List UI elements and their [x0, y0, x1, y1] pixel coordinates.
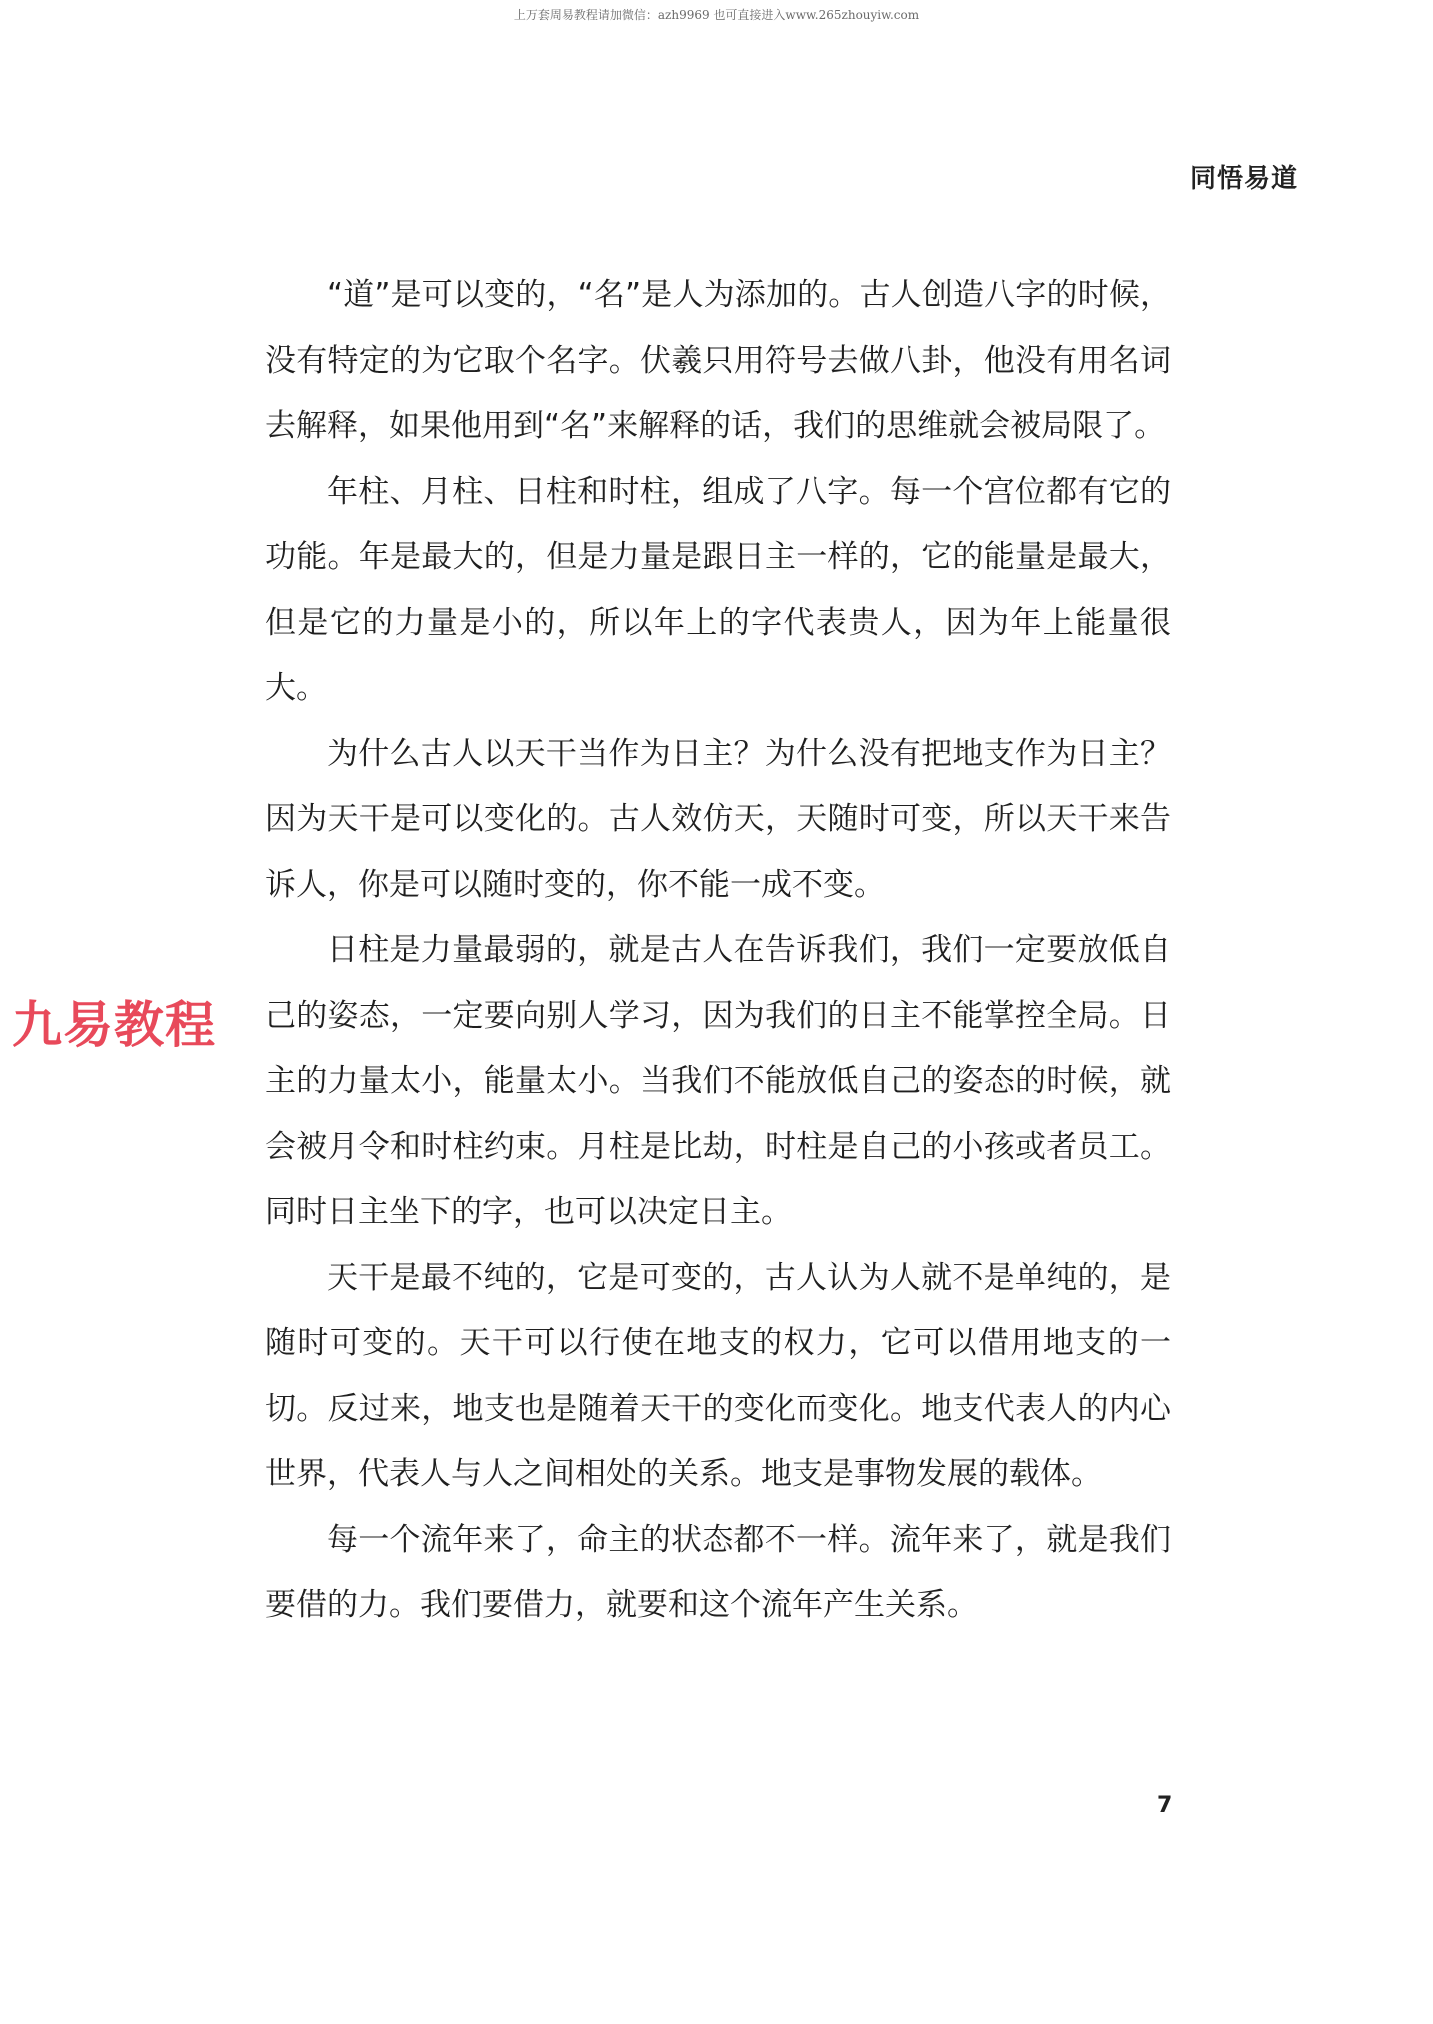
page-number: 7: [1157, 1793, 1173, 1818]
paragraph-6: 每一个流年来了，命主的状态都不一样。流年来了，就是我们要借的力。我们要借力，就要和这个流年产生关系。: [265, 1521, 1171, 1623]
paragraph-5: 天干是最不纯的，它是可变的，古人认为人就不是单纯的，是随时可变的。天干可以行使在地支的权力，它可以借用地支的一切。反过来，地支也是随着天干的变化而变化。地支代表人的内心世界，代表人与人之间相处的关系。地支是事物发展的载体。: [265, 1259, 1171, 1492]
paragraph-1: “道”是可以变的，“名”是人为添加的。古人创造八字的时候，没有特定的为它取个名字。伏羲只用符号去做八卦，他没有用名词去解释，如果他用到“名”来解释的话，我们的思维就会被局限了。: [265, 277, 1171, 444]
paragraph-2: 年柱、月柱、日柱和时柱，组成了八字。每一个宫位都有它的功能。年是最大的，但是力量是跟日主一样的，它的能量是最大，但是它的力量是小的，所以年上的字代表贵人，因为年上能量很大。: [265, 473, 1171, 706]
top-banner: 上万套周易教程请加微信：azh9969 也可直接进入www.265zhouyiw.com: [513, 8, 920, 22]
watermark: 九易教程: [12, 996, 216, 1054]
paragraph-4: 日柱是力量最弱的，就是古人在告诉我们，我们一定要放低自己的姿态，一定要向别人学习，因为我们的日主不能掌控全局。日主的力量太小，能量太小。当我们不能放低自己的姿态的时候，就会被月令和时柱约束。月柱是比劫，时柱是自己的小孩或者员工。同时日主坐下的字，也可以决定日主。: [265, 932, 1171, 1230]
page-body: [265, 263, 1171, 1639]
running-header: 同悟易道: [1189, 164, 1298, 194]
paragraph-3: 为什么古人以天干当作为日主？为什么没有把地支作为日主？因为天干是可以变化的。古人效仿天，天随时可变，所以天干来告诉人，你是可以随时变的，你不能一成不变。: [265, 735, 1171, 903]
